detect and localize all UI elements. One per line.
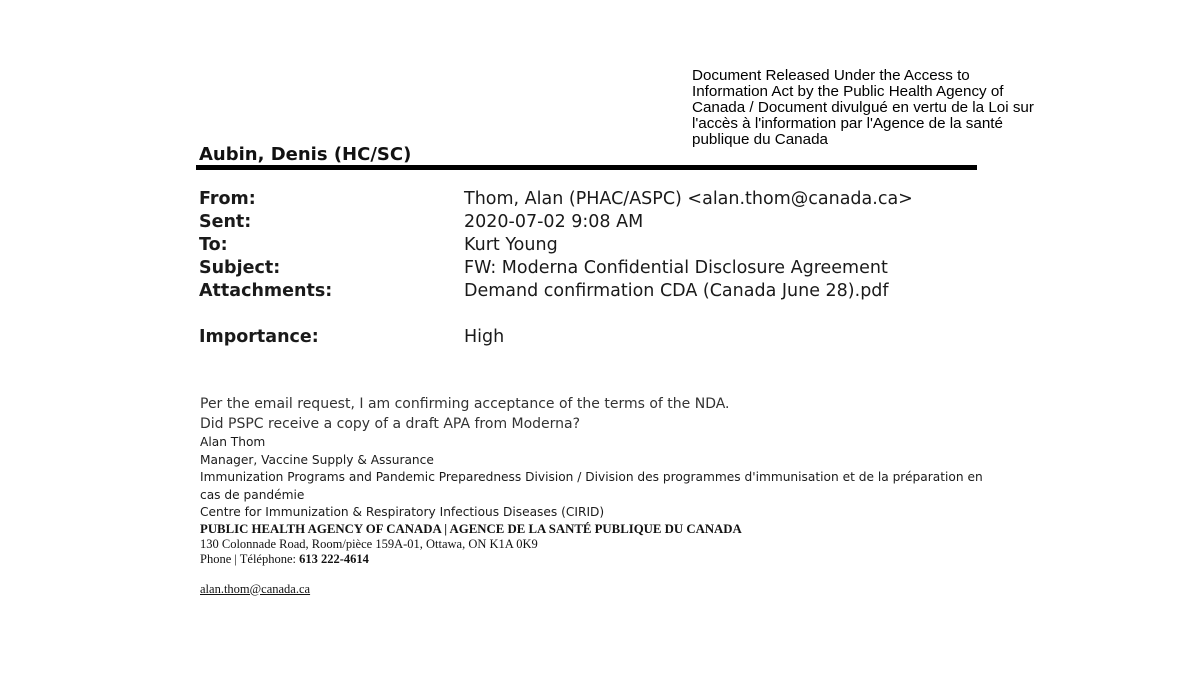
email-body	[200, 395, 990, 598]
release-notice-line: l'accès à l'information par l'Agence de la santé	[692, 115, 1003, 132]
signature-name: Alan Thom	[200, 435, 266, 449]
header-divider	[196, 165, 977, 170]
importance-value: High	[464, 327, 505, 347]
to-row	[199, 234, 919, 257]
phone-label: Phone | Téléphone:	[200, 551, 297, 566]
to-value: Kurt Young	[464, 235, 558, 255]
signature-email-link[interactable]: alan.thom@canada.ca	[200, 581, 311, 596]
release-notice-line: Canada / Document divulgué en vertu de la Loi sur	[692, 99, 1034, 116]
release-notice-line: publique du Canada	[692, 131, 828, 148]
release-notice-line: Document Released Under the Access to	[692, 67, 970, 84]
sent-value: 2020-07-02 9:08 AM	[464, 212, 644, 232]
mailbox-owner-name: Aubin, Denis (HC/SC)	[199, 144, 412, 165]
signature-title: Manager, Vaccine Supply & Assurance	[200, 452, 434, 467]
attachment-filename: Demand confirmation CDA (Canada June 28).pdf	[464, 281, 889, 301]
signature-division: Immunization Programs and Pandemic Preparedness Division / Division des programmes d'immunisation et de la préparation en cas de pandémie	[200, 470, 983, 502]
email-header	[199, 188, 919, 349]
release-notice-line: Information Act by the Public Health Agency of	[692, 83, 1004, 100]
signature-address: 130 Colonnade Road, Room/pièce 159A-01, Ottawa, ON K1A 0K9	[200, 536, 538, 551]
sent-row	[199, 211, 919, 234]
subject-row	[199, 257, 919, 280]
from-label: From:	[199, 189, 256, 209]
signature-phone	[200, 552, 990, 567]
subject-label: Subject:	[199, 258, 281, 278]
attachments-label: Attachments:	[199, 281, 333, 301]
signature-agency: PUBLIC HEALTH AGENCY OF CANADA | AGENCE DE LA SANTÉ PUBLIQUE DU CANADA	[200, 521, 742, 536]
signature-block	[200, 434, 990, 598]
access-to-information-release-notice	[692, 68, 1032, 148]
sent-label: Sent:	[199, 212, 252, 232]
from-row	[199, 188, 919, 211]
attachments-row	[199, 280, 919, 303]
from-value: Thom, Alan (PHAC/ASPC) <alan.thom@canada.ca>	[464, 189, 913, 209]
signature-centre: Centre for Immunization & Respiratory Infectious Diseases (CIRID)	[200, 505, 605, 519]
subject-value: FW: Moderna Confidential Disclosure Agreement	[464, 258, 888, 278]
message-line: Per the email request, I am confirming acceptance of the terms of the NDA.	[200, 396, 730, 412]
signature-agency-block	[200, 522, 990, 598]
phone-number: 613 222-4614	[299, 551, 369, 566]
importance-label: Importance:	[199, 327, 319, 347]
message-line: Did PSPC receive a copy of a draft APA from Moderna?	[200, 415, 581, 432]
to-label: To:	[199, 235, 228, 255]
importance-row	[199, 326, 919, 349]
